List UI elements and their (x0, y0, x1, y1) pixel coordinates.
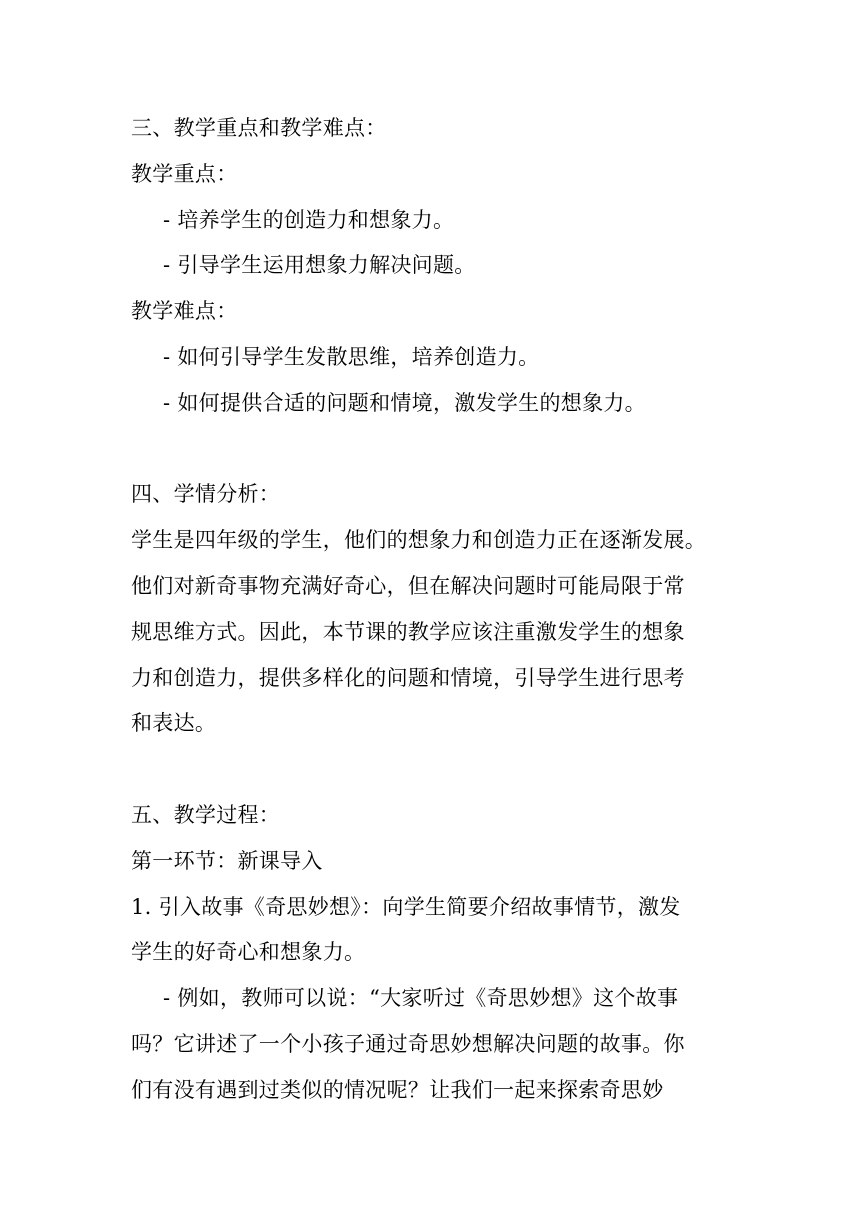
section-heading: 五、教学过程： (131, 802, 281, 827)
difficulties-label: 教学难点： (131, 299, 238, 324)
difficulty-item: - 如何提供合适的问题和情境，激发学生的想象力。 (163, 390, 646, 415)
example-line: 吗？它讲述了一个小孩子通过奇思妙想解决问题的故事。你 (131, 1031, 685, 1056)
section-heading: 四、学情分析： (131, 482, 281, 507)
stage-label: 第一环节：新课导入 (131, 848, 323, 873)
difficulty-item: - 如何引导学生发散思维，培养创造力。 (163, 344, 540, 369)
paragraph-line: 1. 引入故事《奇思妙想》：向学生简要介绍故事情节，激发 (131, 894, 681, 919)
paragraph-spacer (131, 747, 751, 793)
paragraph-line: 他们对新奇事物充满好奇心，但在解决问题时可能局限于常 (131, 573, 685, 598)
document-body (131, 106, 751, 1114)
key-points-label: 教学重点： (131, 161, 238, 186)
paragraph-line: 力和创造力，提供多样化的问题和情境，引导学生进行思考 (131, 665, 685, 690)
paragraph-spacer (131, 427, 751, 473)
paragraph-line: 学生是四年级的学生，他们的想象力和创造力正在逐渐发展。 (131, 528, 707, 553)
example-line: - 例如，教师可以说：“大家听过《奇思妙想》这个故事 (163, 986, 679, 1011)
example-line: 们有没有遇到过类似的情况呢？让我们一起来探索奇思妙 (131, 1077, 664, 1102)
key-point-item: - 引导学生运用想象力解决问题。 (163, 253, 476, 278)
section-heading: 三、教学重点和教学难点： (131, 116, 387, 140)
paragraph-line: 规思维方式。因此，本节课的教学应该注重激发学生的想象 (131, 619, 685, 644)
key-point-item: - 培养学生的创造力和想象力。 (163, 207, 455, 232)
paragraph-line: 和表达。 (131, 711, 217, 736)
paragraph-line: 学生的好奇心和想象力。 (131, 940, 366, 965)
